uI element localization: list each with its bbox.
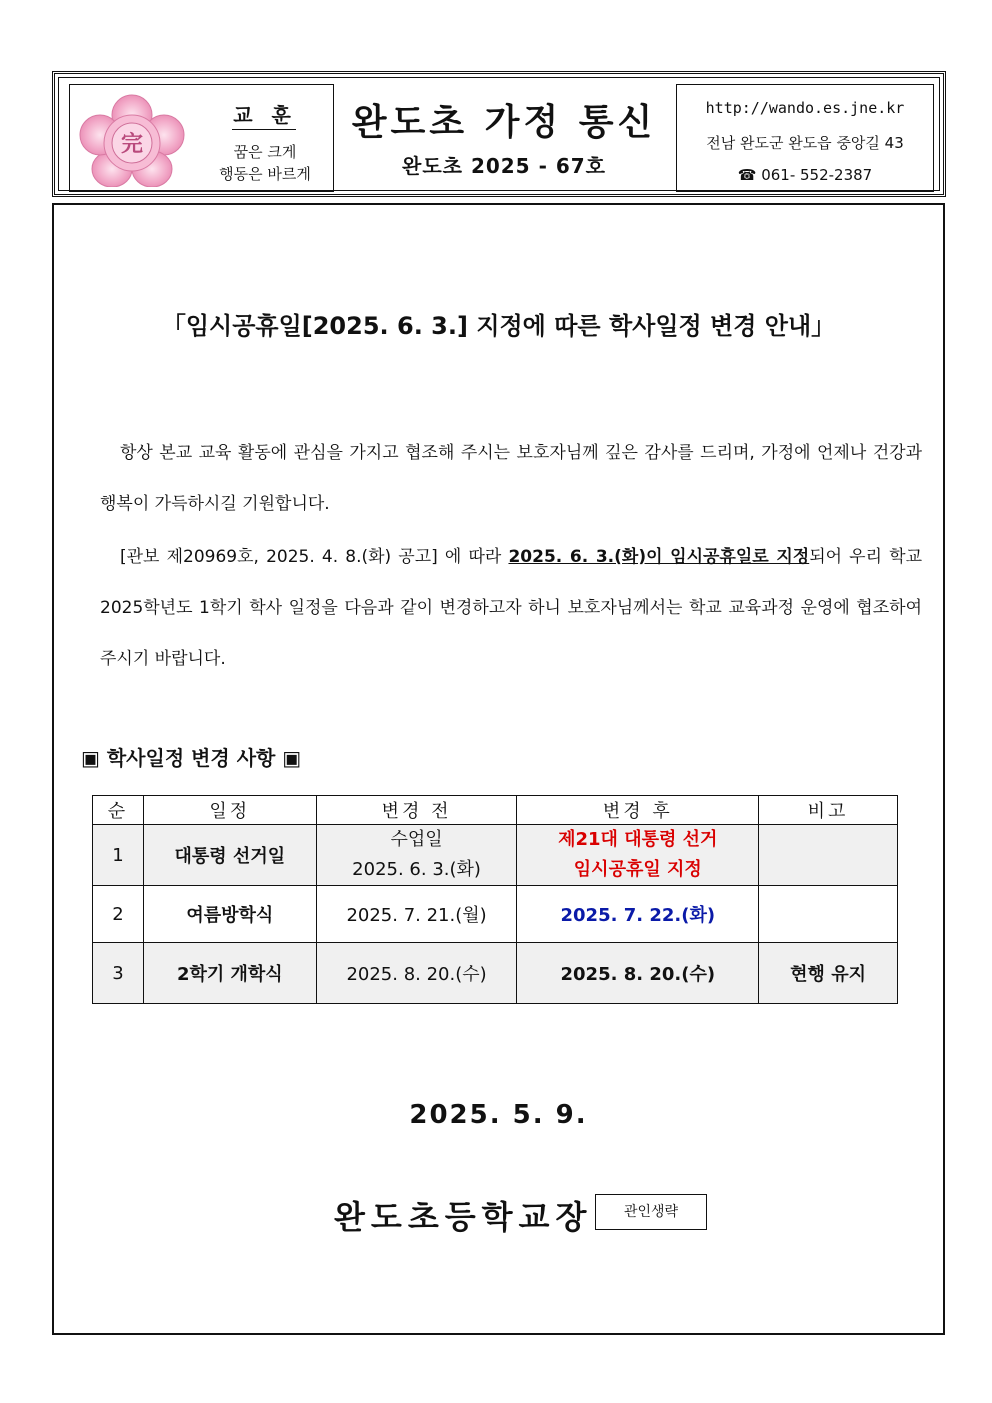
table-header-row [93,796,898,825]
cell-after [517,825,759,886]
col-header-no: 순 [93,796,144,825]
emblem-char: 完 [120,132,144,157]
table-row [93,886,898,943]
motto-title: 교 훈 [233,103,297,127]
cell-no: 2 [93,886,144,943]
issue-number: 완도초 2025 - 67호 [402,154,606,178]
announcement-text-c: 되어 우리 학교 2025학년도 1학기 학사 일정을 다음과 같이 변경하고자 하니 보호자님께서는 학교 교육과정 운영에 협조하여 주시기 바랍니다. [100,547,923,669]
issue-date: 2025. 5. 9. [409,1100,588,1130]
cell-after-line2: 임시공휴일 지정 [573,859,702,880]
col-header-before: 변경 전 [316,796,517,825]
cell-event: 2학기 개학식 [143,943,316,1004]
cell-note: 현행 유지 [759,943,898,1004]
cell-after-line1: 제21대 대통령 선거 [558,829,718,850]
table-row [93,943,898,1004]
header-inner-border [58,77,940,191]
motto-underline [232,129,296,130]
principal-signature: 완도초등학교장 [334,1198,593,1236]
schedule-change-table [92,795,898,1004]
cell-before: 2025. 8. 20.(수) [316,943,517,1004]
school-address: 전남 완도군 완도읍 중앙길 43 [706,134,904,152]
motto-box [69,84,334,192]
cell-event: 여름방학식 [143,886,316,943]
announcement-paragraph [100,532,922,685]
contact-box [676,84,934,192]
col-header-note: 비고 [759,796,898,825]
notice-title: ｢임시공휴일[2025. 6. 3.] 지정에 따른 학사일정 변경 안내｣ [173,312,824,340]
cell-after: 2025. 8. 20.(수) [517,943,759,1004]
col-header-after: 변경 후 [517,796,759,825]
newsletter-header [52,71,946,197]
cell-note [759,886,898,943]
table-row [93,825,898,886]
cell-note [759,825,898,886]
announcement-text-a: [관보 제20969호, 2025. 4. 8.(화) 공고] 에 따라 [120,547,509,567]
cell-event: 대통령 선거일 [143,825,316,886]
section-title: ▣ 학사일정 변경 사항 ▣ [81,746,302,770]
motto-line-1: 꿈은 크게 [233,143,297,161]
holiday-highlight: 2025. 6. 3.(화)이 임시공휴일로 지정 [508,547,810,567]
cell-before [316,825,517,886]
motto-line-2: 행동은 바르게 [219,165,311,183]
seal-omitted-box: 관인생략 [595,1194,707,1230]
school-phone: ☎ 061- 552-2387 [737,166,873,184]
school-emblem-icon [78,93,186,187]
greeting-paragraph: 항상 본교 교육 활동에 관심을 가지고 협조해 주시는 보호자님께 깊은 감사를 드리며, 가정에 언제나 건강과 행복이 가득하시길 기원합니다. [100,443,922,514]
cell-after: 2025. 7. 22.(화) [517,886,759,943]
notice-body [52,203,945,1335]
cell-no: 1 [93,825,144,886]
cell-before-line1: 수업일 [390,829,443,850]
cell-before: 2025. 7. 21.(월) [316,886,517,943]
newsletter-title: 완도초 가정 통신 [351,102,657,143]
cell-before-line2: 2025. 6. 3.(화) [352,859,481,880]
col-header-event: 일정 [143,796,316,825]
cell-no: 3 [93,943,144,1004]
school-url-link[interactable]: http://wando.es.jne.kr [705,99,905,117]
